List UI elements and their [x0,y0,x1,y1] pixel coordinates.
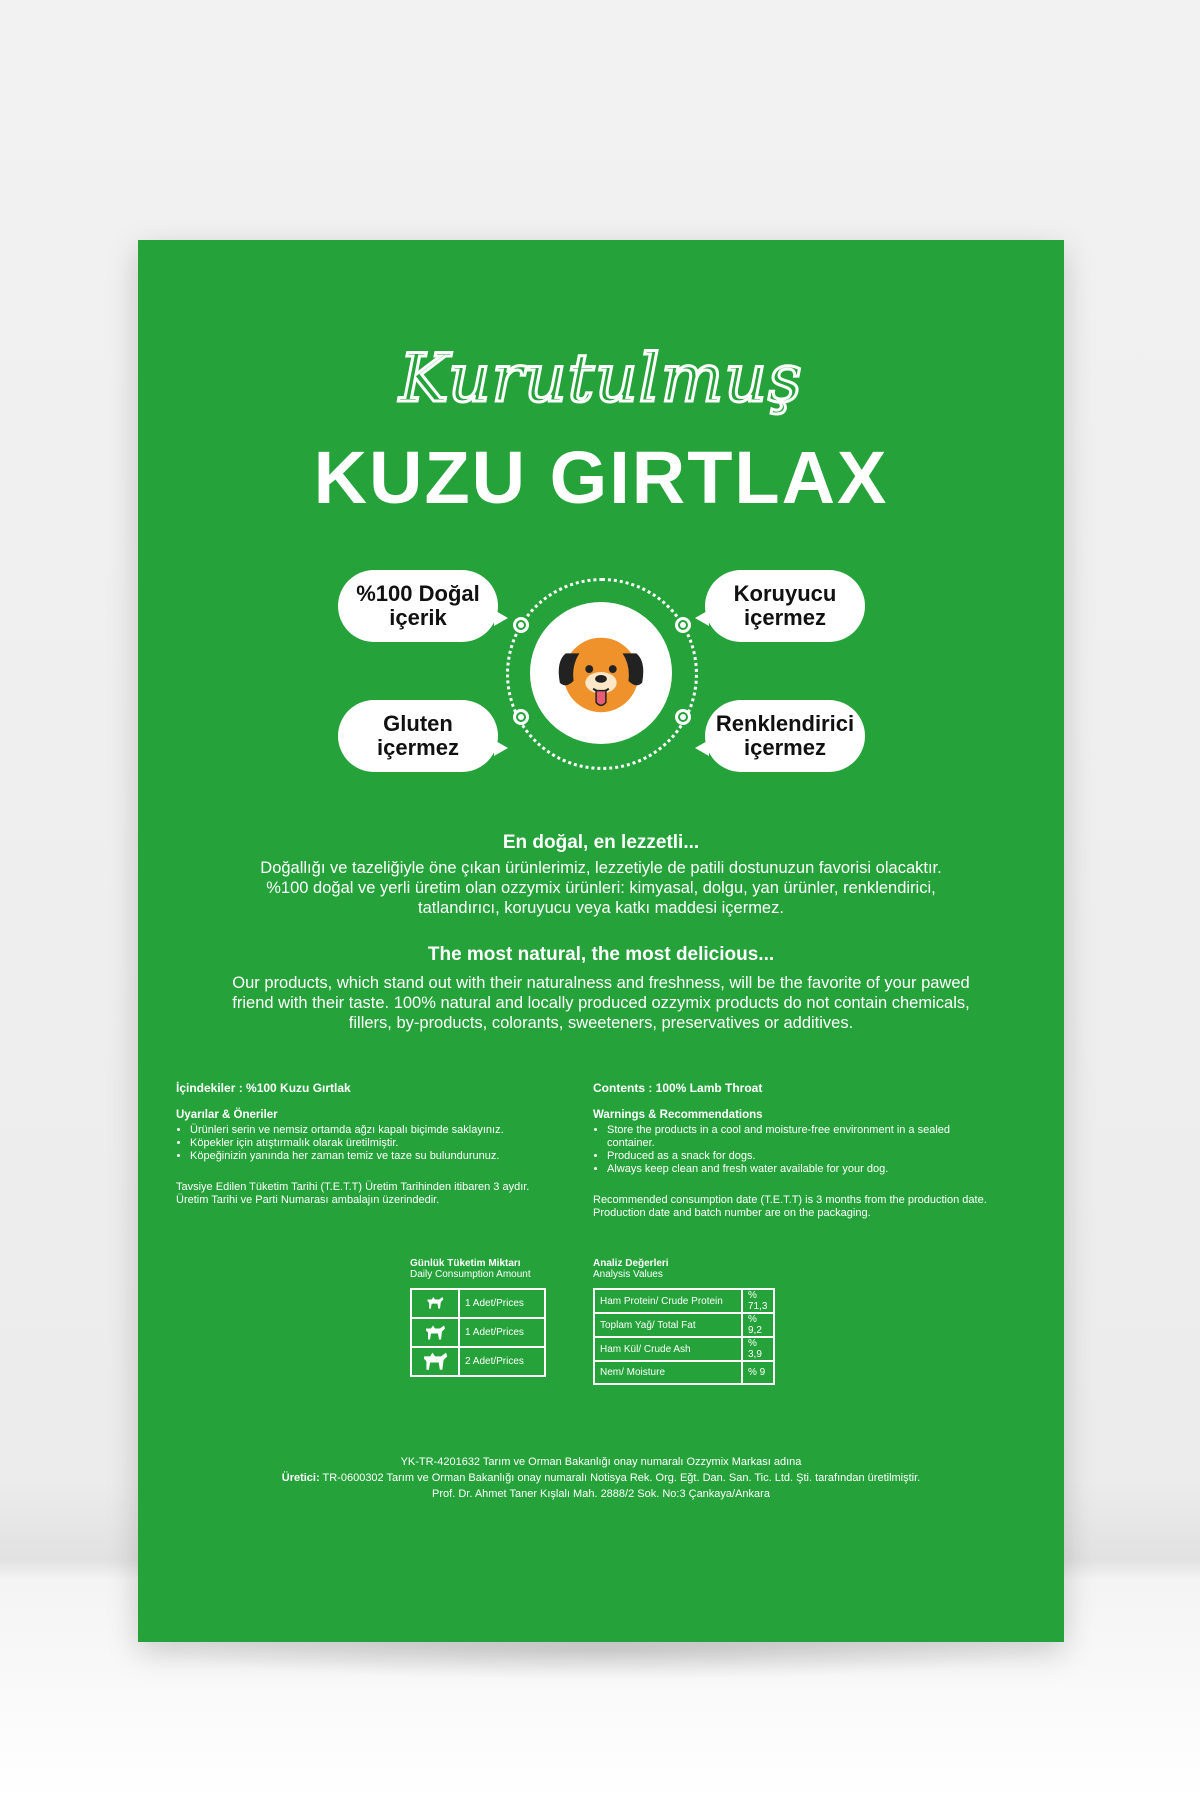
table-row: 1 Adet/Prices [411,1289,545,1318]
analysis-title: Analiz Değerleri Analysis Values [593,1258,669,1280]
en-warnings-title: Warnings & Recommendations [593,1109,763,1121]
analysis-table [593,1288,775,1385]
tr-warnings-list [176,1124,576,1163]
tr-tett: Tavsiye Edilen Tüketim Tarihi (T.E.T.T) Üretim Tarihinden itibaren 3 aydır. Üretim Tarihi ve Parti Numarası ambalajın üzerindedir. [176,1181,530,1206]
large-dog-icon [411,1347,459,1376]
feature-bubble-preservative: Koruyucu içermez [705,570,865,642]
table-row: 2 Adet/Prices [411,1347,545,1376]
list-item: • Produced as a snack for dogs. [607,1150,967,1163]
ring-dot [513,617,529,633]
en-description: Our products, which stand out with their naturalness and freshness, will be the favorite of your pawed friend with their taste. 100% natural and locally produced ozzymix products do not contain chemicals, fillers, by-products, colorants, sweeteners, preservatives or additives. [232,974,970,1032]
list-item: • Köpekler için atıştırmalık olarak üretilmiştir. [190,1137,576,1150]
small-dog-icon [411,1289,459,1318]
tr-warnings-title: Uyarılar & Öneriler [176,1109,278,1121]
consumption-table [410,1288,546,1377]
tr-contents: İçindekiler : %100 Kuzu Gırtlak [176,1081,351,1095]
consumption-title: Günlük Tüketim Miktarı Daily Consumption Amount [410,1258,531,1280]
table-row: Toplam Yağ/ Total Fat % 9,2 [594,1313,774,1337]
feature-bubble-colorant: Renklendirici içermez [705,700,865,772]
table-row: 1 Adet/Prices [411,1318,545,1347]
en-heading: The most natural, the most delicious... [427,944,775,965]
list-item: • Ürünleri serin ve nemsiz ortamda ağzı kapalı biçimde saklayınız. [190,1124,576,1137]
en-info-column [593,1082,1033,1220]
product-title: KUZU GIRTLAX [313,436,889,519]
en-warnings-list [593,1124,967,1176]
medium-dog-icon [411,1318,459,1347]
list-item: • Köpeğinizin yanında her zaman temiz ve taze su bulundurunuz. [190,1150,576,1163]
list-item: • Always keep clean and fresh water available for your dog. [607,1163,967,1176]
en-tett: Recommended consumption date (T.E.T.T) is 3 months from the production date. Production date and batch number are on the packaging. [593,1194,987,1219]
dog-logo [530,602,672,744]
product-package [138,240,1064,1642]
tr-description: Doğallığı ve tazeliğiyle öne çıkan ürünlerimiz, lezzetiyle de patili dostunuzun favorisi olacaktır. %100 doğal ve yerli üretim olan ozzymix ürünleri: kimyasal, dolgu, yan ürünler, renklendirici, tatlandırıcı, koruyucu veya katkı maddesi içermez. [260,859,942,917]
feature-bubble-gluten: Gluten içermez [338,700,498,772]
ring-dot [513,709,529,725]
dog-face-icon [552,624,650,722]
table-row: Ham Protein/ Crude Protein % 71,3 [594,1289,774,1313]
table-row: Nem/ Moisture % 9 [594,1361,774,1384]
ring-dot [675,617,691,633]
producer-footer: YK-TR-4201632 Tarım ve Orman Bakanlığı onay numaralı Ozzymix Markası adına Üretici: TR-0600302 Tarım ve Orman Bakanlığı onay numaralı Notisya Rek. Org. Eğt. Dan. San. Tic. Ltd. Şti. tarafından üretilmiştir. Prof. Dr. Ahmet Taner Kışlalı Mah. 2888/2 Sok. No:3 Çankaya/Ankara [281,1456,921,1500]
list-item: • Store the products in a cool and moisture-free environment in a sealed container. [607,1124,967,1150]
en-contents: Contents : 100% Lamb Throat [593,1081,763,1095]
tr-info-column [176,1082,576,1207]
script-title: Kurutulmuş [399,340,803,417]
feature-bubble-natural: %100 Doğal içerik [338,570,498,642]
table-row: Ham Kül/ Crude Ash % 3,9 [594,1337,774,1361]
ring-dot [675,709,691,725]
tr-heading: En doğal, en lezzetli... [502,832,700,853]
